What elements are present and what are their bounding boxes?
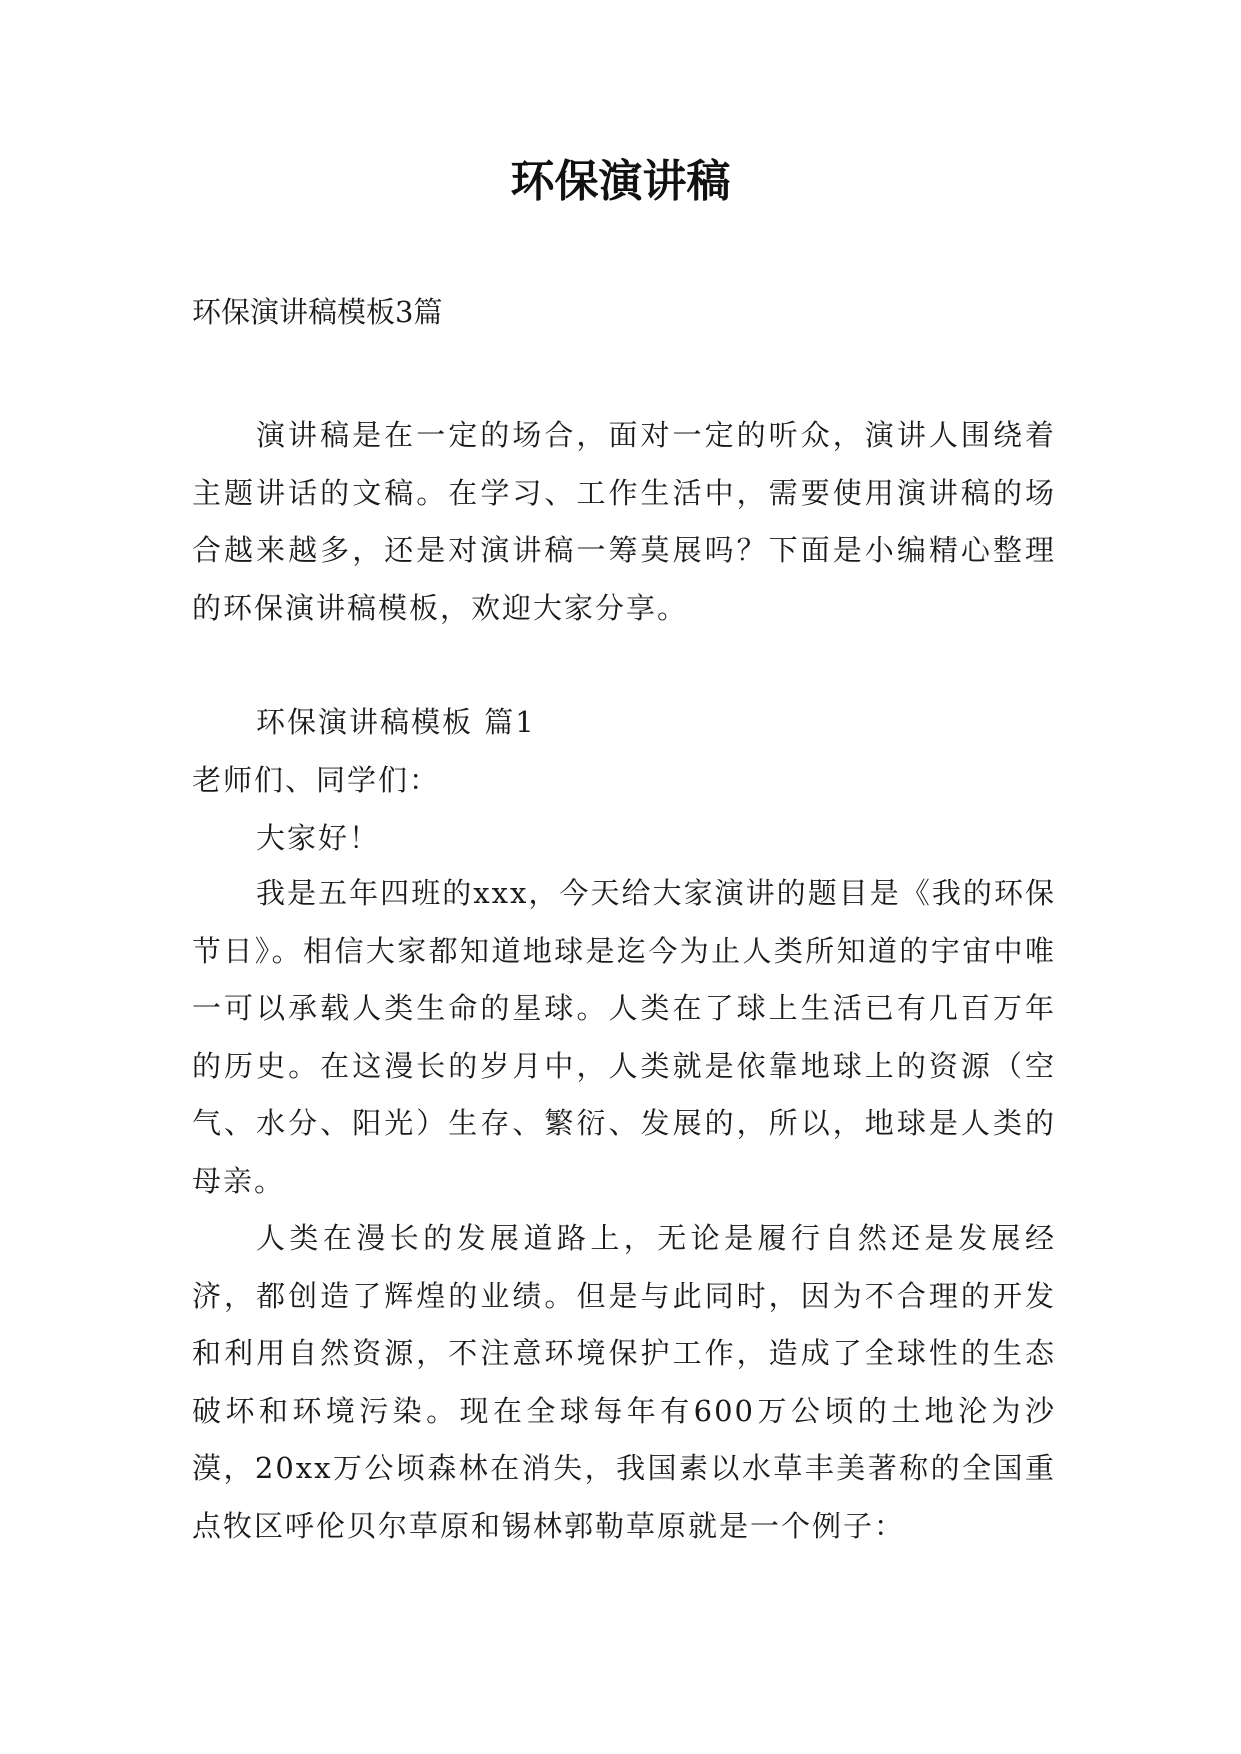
intro-paragraph: 演讲稿是在一定的场合，面对一定的听众，演讲人围绕着主题讲话的文稿。在学习、工作生活中，需要使用演讲稿的场合越来越多，还是对演讲稿一筹莫展吗？下面是小编精心整理的环保演讲稿模板，欢迎大家分享。 [192, 418, 1056, 625]
salutation: 老师们、同学们： [192, 763, 441, 797]
document-subtitle: 环保演讲稿模板3篇 [192, 295, 443, 329]
greeting: 大家好！ [256, 821, 381, 855]
document-title: 环保演讲稿 [510, 156, 731, 207]
body-paragraph: 人类在漫长的发展道路上，无论是履行自然还是发展经济，都创造了辉煌的业绩。但是与此同时，因为不合理的开发和利用自然资源，不注意环境保护工作，造成了全球性的生态破坏和环境污染。现在全球每年有600万公顷的土地沦为沙漠，20xx万公顷森林在消失，我国素以水草丰美著称的全国重点牧区呼伦贝尔草原和锡林郭勒草原就是一个例子： [192, 1221, 1056, 1543]
section-heading: 环保演讲稿模板 篇1 [256, 705, 536, 739]
body-paragraph: 我是五年四班的xxx，今天给大家演讲的题目是《我的环保节日》。相信大家都知道地球是迄今为止人类所知道的宇宙中唯一可以承载人类生命的星球。人类在了球上生活已有几百万年的历史。在这漫长的岁月中，人类就是依靠地球上的资源（空气、水分、阳光）生存、繁衍、发展的，所以，地球是人类的母亲。 [192, 876, 1056, 1198]
